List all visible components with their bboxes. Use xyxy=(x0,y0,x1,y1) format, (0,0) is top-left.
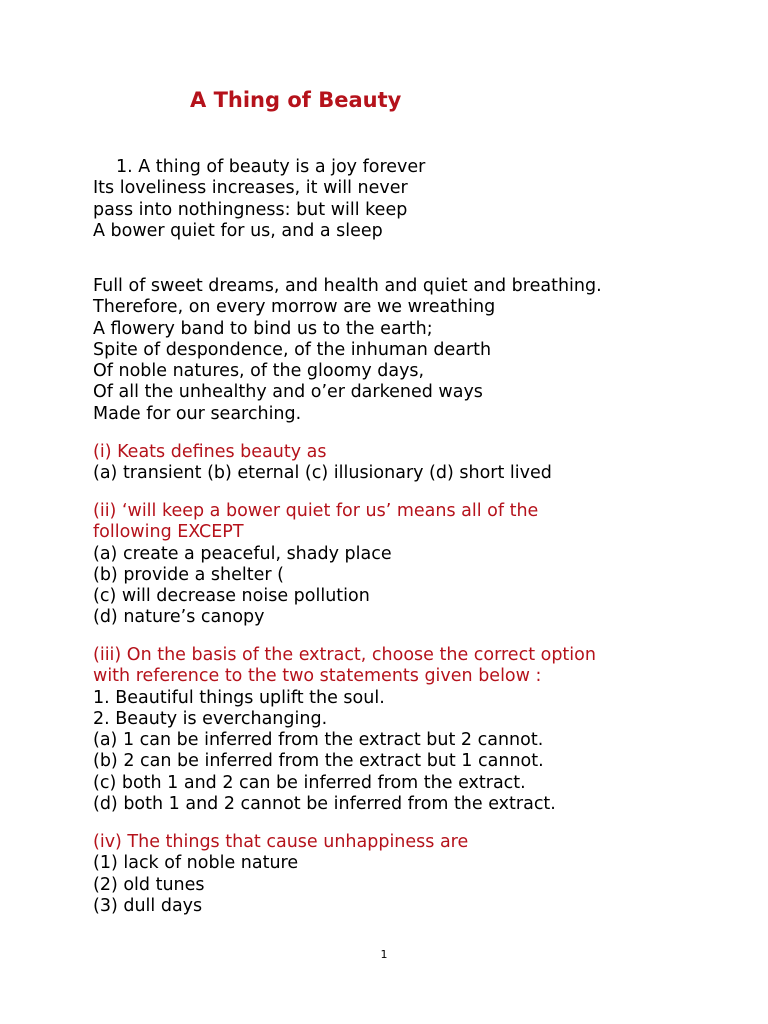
question-option: (1) lack of noble nature xyxy=(93,853,299,874)
question-option: (d) both 1 and 2 cannot be inferred from the extract. xyxy=(93,794,556,815)
stanza-2-line: Full of sweet dreams, and health and quiet and breathing. xyxy=(93,276,602,296)
question-1 xyxy=(93,442,552,485)
question-option: (c) both 1 and 2 can be inferred from the extract. xyxy=(93,772,526,793)
question-4 xyxy=(93,832,468,917)
stanza-1-line: A bower quiet for us, and a sleep xyxy=(93,220,383,241)
question-option: (b) 2 can be inferred from the extract but 1 cannot. xyxy=(93,751,544,772)
question-option: (d) nature’s canopy xyxy=(93,607,265,628)
question-option: (c) will decrease noise pollution xyxy=(93,586,370,607)
question-prompt: (i) Keats defines beauty as xyxy=(93,442,327,462)
stanza-1 xyxy=(93,157,425,242)
question-prompt: with reference to the two statements given below : xyxy=(93,666,542,687)
stanza-1-line: Its loveliness increases, it will never xyxy=(93,178,408,199)
stanza-2 xyxy=(93,276,602,425)
question-option: (a) create a peaceful, shady place xyxy=(93,543,392,564)
question-option: 2. Beauty is everchanging. xyxy=(93,708,328,729)
question-option: (b) provide a shelter ( xyxy=(93,564,284,585)
question-option: 1. Beautiful things uplift the soul. xyxy=(93,687,385,708)
stanza-2-line: Of noble natures, of the gloomy days, xyxy=(93,361,425,382)
stanza-2-line: Made for our searching. xyxy=(93,403,302,424)
stanza-1-line: pass into nothingness: but will keep xyxy=(93,199,408,220)
page-number: 1 xyxy=(380,948,388,961)
question-option: (3) dull days xyxy=(93,895,203,916)
stanza-2-line: A flowery band to bind us to the earth; xyxy=(93,318,433,339)
question-2 xyxy=(93,501,538,629)
stanza-1-line: 1. A thing of beauty is a joy forever xyxy=(116,157,426,177)
question-option: (2) old tunes xyxy=(93,874,205,895)
question-prompt: following EXCEPT xyxy=(93,522,244,543)
question-3 xyxy=(93,645,596,815)
stanza-2-line: Spite of despondence, of the inhuman dearth xyxy=(93,339,492,360)
question-prompt: (iv) The things that cause unhappiness are xyxy=(93,832,469,852)
stanza-2-line: Of all the unhealthy and o’er darkened ways xyxy=(93,382,483,403)
question-option: (a) transient (b) eternal (c) illusionary (d) short lived xyxy=(93,463,552,484)
stanza-2-line: Therefore, on every morrow are we wreathing xyxy=(93,297,496,318)
question-option: (a) 1 can be inferred from the extract but 2 cannot. xyxy=(93,730,544,751)
page-title: A Thing of Beauty xyxy=(190,88,402,112)
question-prompt: (ii) ‘will keep a bower quiet for us’ means all of the xyxy=(93,501,539,521)
question-prompt: (iii) On the basis of the extract, choose the correct option xyxy=(93,645,596,665)
